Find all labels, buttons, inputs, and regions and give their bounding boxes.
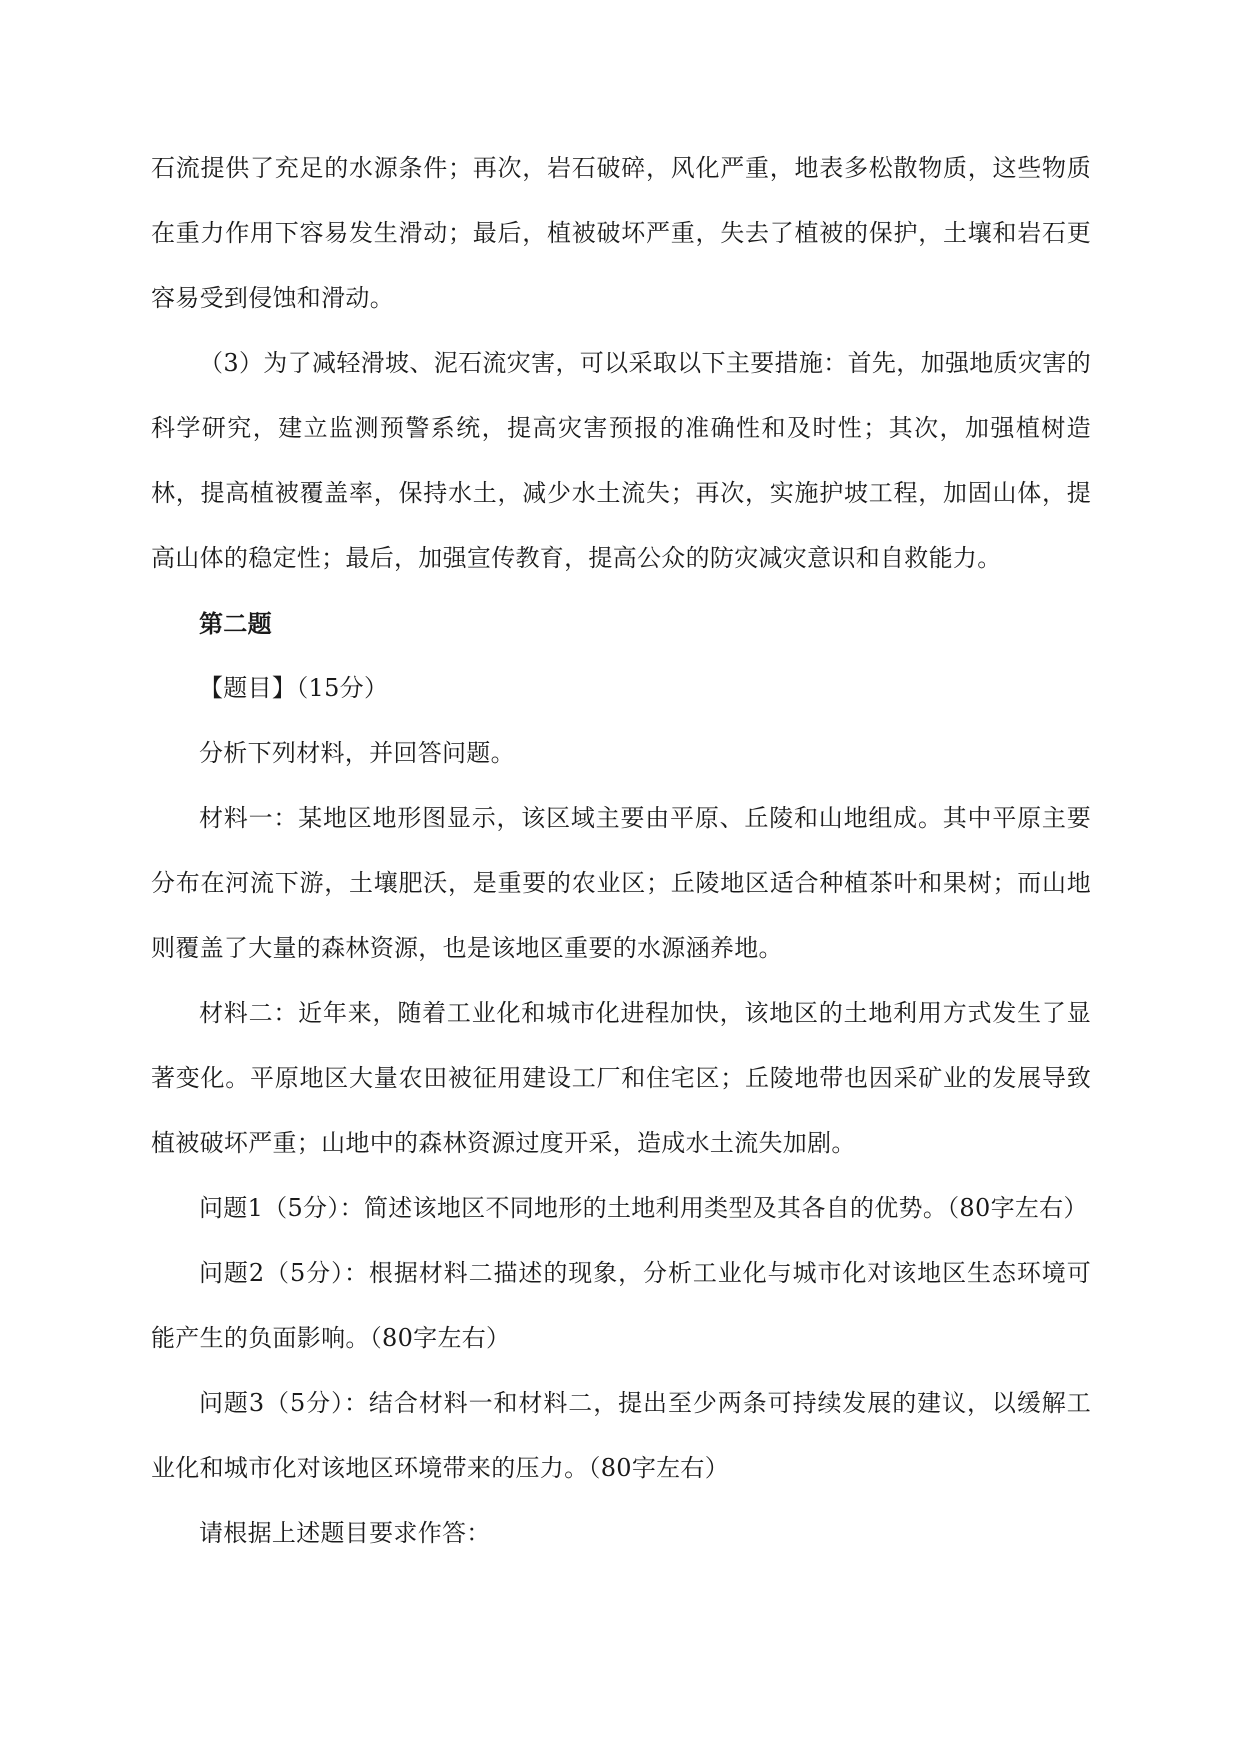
answer-3-paragraph: （3）为了减轻滑坡、泥石流灾害，可以采取以下主要措施：首先，加强地质灾害的科学研究，建立监测预警系统，提高灾害预报的准确性和及时性；其次，加强植树造林，提高植被覆盖率，保持水土，减少水土流失；再次，实施护坡工程，加固山体，提高山体的稳定性；最后，加强宣传教育，提高公众的防灾减灾意识和自救能力。 <box>151 349 1091 572</box>
question-3-paragraph: 问题3（5分）：结合材料一和材料二，提出至少两条可持续发展的建议，以缓解工业化和城市化对该地区环境带来的压力。（80字左右） <box>151 1389 1091 1482</box>
material-one-paragraph: 材料一：某地区地形图显示，该区域主要由平原、丘陵和山地组成。其中平原主要分布在河流下游，土壤肥沃，是重要的农业区；丘陵地区适合种植茶叶和果树；而山地则覆盖了大量的森林资源，也是该地区重要的水源涵养地。 <box>151 804 1091 962</box>
answer-prompt-paragraph: 请根据上述题目要求作答： <box>199 1519 491 1547</box>
question-title: 【题目】（15分） <box>199 674 389 702</box>
instruction-paragraph: 分析下列材料，并回答问题。 <box>199 739 515 767</box>
document-body <box>151 136 1091 1566</box>
answer-2-continued-paragraph: 石流提供了充足的水源条件；再次，岩石破碎，风化严重，地表多松散物质，这些物质在重力作用下容易发生滑动；最后，植被破坏严重，失去了植被的保护，土壤和岩石更容易受到侵蚀和滑动。 <box>151 154 1091 312</box>
material-two-paragraph: 材料二：近年来，随着工业化和城市化进程加快，该地区的土地利用方式发生了显著变化。平原地区大量农田被征用建设工厂和住宅区；丘陵地带也因采矿业的发展导致植被破坏严重；山地中的森林资源过度开采，造成水土流失加剧。 <box>151 999 1091 1157</box>
question-2-paragraph: 问题2（5分）：根据材料二描述的现象，分析工业化与城市化对该地区生态环境可能产生的负面影响。（80字左右） <box>151 1259 1091 1352</box>
question-1-paragraph: 问题1（5分）：简述该地区不同地形的土地利用类型及其各自的优势。（80字左右） <box>199 1194 1088 1222</box>
question-two-heading: 第二题 <box>199 609 272 638</box>
